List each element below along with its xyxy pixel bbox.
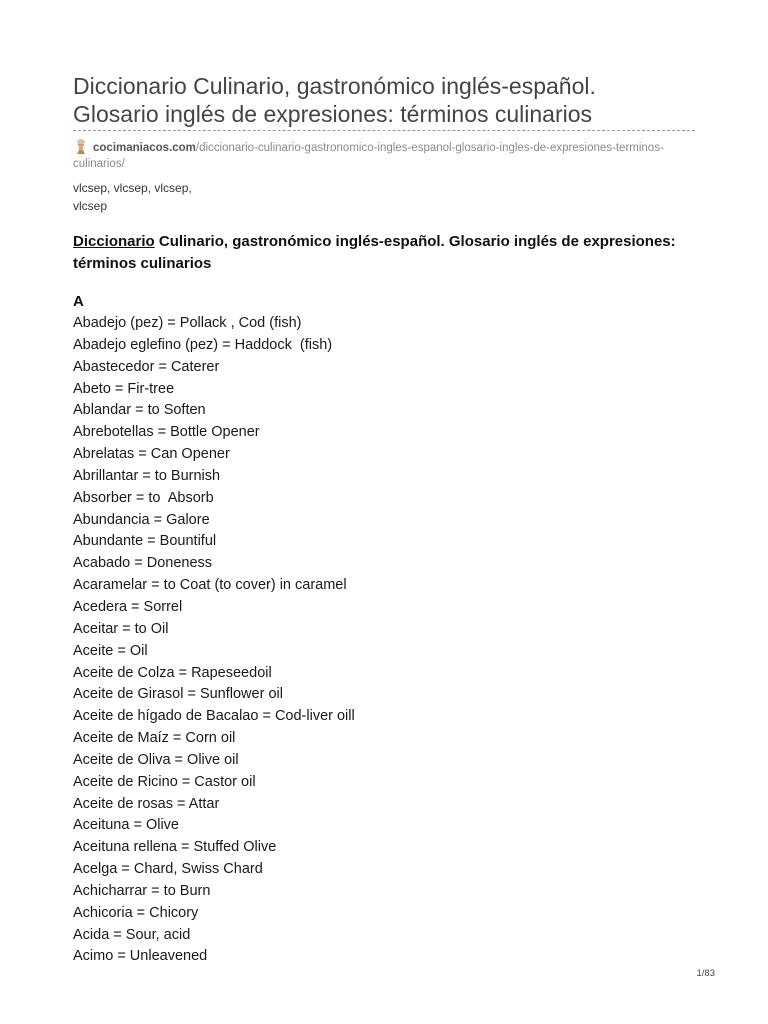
glossary-entry: Aceite = Oil (73, 642, 148, 659)
page-number: 1/83 (696, 968, 715, 979)
source-domain[interactable]: cocimaniacos.com (93, 142, 196, 154)
glossary-entry: Aceite de hígado de Bacalao = Cod-liver oill (73, 708, 355, 725)
source-path[interactable]: /diccionario-culinario-gastronomico-ingles-espanol-glosario-ingles-de-expresiones-terminos-culinarios/ (73, 142, 664, 170)
glossary-entry: Aceituna = Olive (73, 817, 179, 834)
glossary-entry: Abeto = Fir-tree (73, 380, 175, 397)
source-url[interactable] (73, 138, 713, 172)
glossary-entry: Aceituna rellena = Stuffed Olive (73, 839, 277, 856)
tag-line-1: vlcsep, vlcsep, vlcsep, (73, 181, 192, 195)
glossary-entry: Absorber = to Absorb (73, 489, 214, 506)
glossary-entry: Acimo = Unleavened (73, 948, 208, 965)
glossary-entry: Abadejo eglefino (pez) = Haddock (fish) (73, 336, 333, 353)
glossary-entry: Aceite de Maíz = Corn oil (73, 730, 236, 747)
glossary-entry: Acabado = Doneness (73, 555, 213, 572)
glossary-entry: Acelga = Chard, Swiss Chard (73, 861, 263, 878)
section-heading (73, 231, 703, 275)
glossary-entry: Achicoria = Chicory (73, 904, 199, 921)
glossary-entry: Aceite de Girasol = Sunflower oil (73, 686, 283, 703)
title-divider (73, 130, 695, 131)
glossary-entry: Abadejo (pez) = Pollack , Cod (fish) (73, 315, 302, 331)
glossary-entry: Aceite de Oliva = Olive oil (73, 751, 239, 768)
glossary-entry: Abundante = Bountiful (73, 533, 217, 550)
glossary-entry: Achicharrar = to Burn (73, 882, 211, 899)
section-letter: A (73, 293, 84, 310)
heading-rest: Culinario, gastronómico inglés-español. Glosario inglés de expresiones: términos culinarios (73, 233, 676, 272)
glossary-entry: Abrelatas = Can Opener (73, 446, 230, 463)
chef-logo-icon (73, 138, 89, 154)
tag-line-2: vlcsep (73, 199, 108, 213)
glossary-entry: Acaramelar = to Coat (to cover) in caramel (73, 577, 347, 594)
glossary-entry: Aceitar = to Oil (73, 620, 169, 637)
tag-list (73, 179, 273, 215)
glossary-entry: Abundancia = Galore (73, 511, 210, 528)
document-title-line-1: Diccionario Culinario, gastronómico inglés-español. (73, 73, 596, 99)
glossary-entry: Acida = Sour, acid (73, 926, 191, 943)
glossary-entry: Aceite de Colza = Rapeseedoil (73, 664, 272, 681)
glossary-list (73, 313, 713, 968)
glossary-entry: Ablandar = to Soften (73, 402, 206, 419)
glossary-entry: Aceite de Ricino = Castor oil (73, 773, 256, 790)
glossary-entry: Aceite de rosas = Attar (73, 795, 220, 812)
glossary-entry: Abrebotellas = Bottle Opener (73, 424, 260, 441)
heading-underlined-word: Diccionario (73, 233, 155, 250)
document-title (73, 72, 713, 128)
document-title-line-2: Glosario inglés de expresiones: términos culinarios (73, 101, 593, 127)
glossary-entry: Abrillantar = to Burnish (73, 467, 221, 484)
glossary-entry: Abastecedor = Caterer (73, 358, 220, 375)
glossary-entry: Acedera = Sorrel (73, 598, 183, 615)
